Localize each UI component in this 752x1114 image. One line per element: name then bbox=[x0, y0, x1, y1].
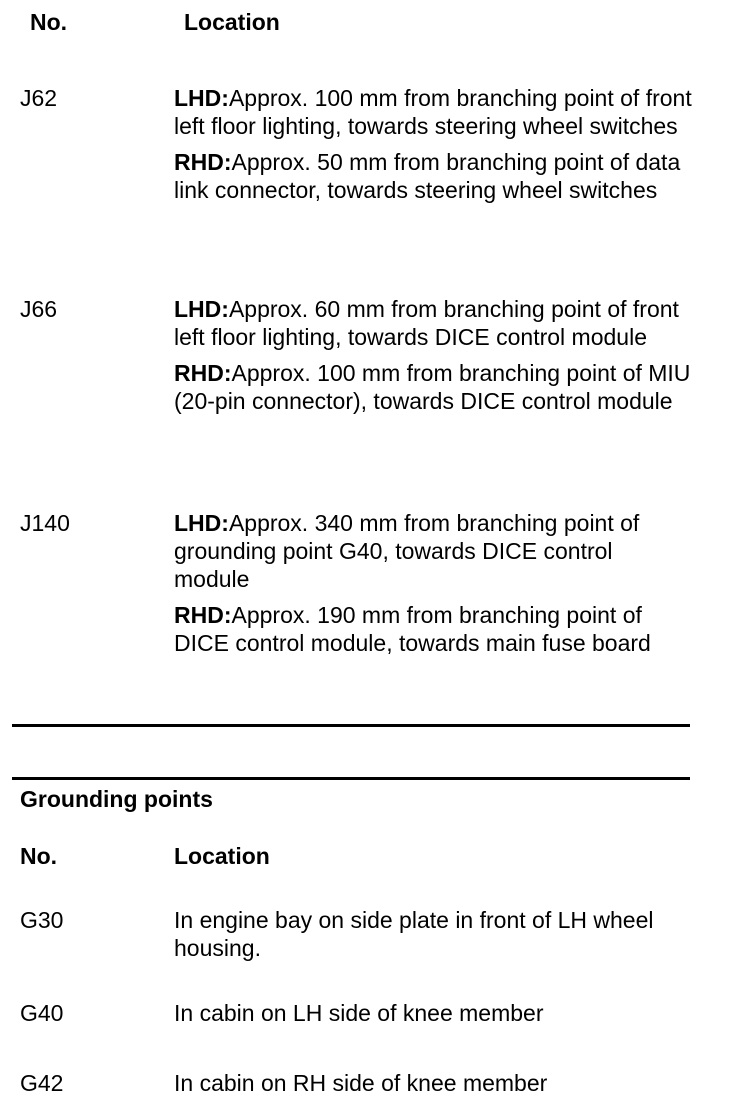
lhd-text: Approx. 100 mm from branching point of front left floor lighting, towards steering wheel switches bbox=[174, 85, 692, 139]
grounding-location: In cabin on LH side of knee member bbox=[174, 1000, 544, 1026]
column-header-no: No. bbox=[20, 843, 58, 869]
grounding-location: In cabin on RH side of knee member bbox=[174, 1070, 548, 1096]
junction-number: J140 bbox=[20, 510, 70, 536]
lhd-text: Approx. 340 mm from branching point of grounding point G40, towards DICE control module bbox=[174, 510, 640, 592]
rhd-entry bbox=[174, 601, 694, 657]
junction-location bbox=[174, 295, 704, 415]
column-header-location: Location bbox=[174, 843, 270, 869]
grounding-location: In engine bay on side plate in front of LH wheel housing. bbox=[174, 907, 654, 961]
rhd-label: RHD: bbox=[174, 602, 232, 628]
section-divider bbox=[12, 724, 690, 727]
lhd-label: LHD: bbox=[174, 85, 229, 111]
lhd-text: Approx. 60 mm from branching point of front left floor lighting, towards DICE control module bbox=[174, 296, 679, 350]
lhd-entry bbox=[174, 509, 694, 593]
junction-number: J66 bbox=[20, 296, 58, 322]
lhd-label: LHD: bbox=[174, 296, 229, 322]
lhd-entry bbox=[174, 84, 694, 140]
rhd-entry bbox=[174, 148, 699, 204]
rhd-label: RHD: bbox=[174, 360, 232, 386]
rhd-entry bbox=[174, 359, 694, 415]
rhd-text: Approx. 50 mm from branching point of data link connector, towards steering wheel switches bbox=[174, 149, 681, 203]
lhd-label: LHD: bbox=[174, 510, 229, 536]
lhd-entry bbox=[174, 295, 699, 351]
grounding-number: G42 bbox=[20, 1070, 64, 1096]
rhd-label: RHD: bbox=[174, 149, 232, 175]
column-header-no: No. bbox=[30, 9, 68, 35]
section-title: Grounding points bbox=[20, 786, 213, 812]
rhd-text: Approx. 190 mm from branching point of DICE control module, towards main fuse board bbox=[174, 602, 651, 656]
section-divider bbox=[12, 777, 690, 780]
grounding-number: G30 bbox=[20, 907, 64, 933]
rhd-text: Approx. 100 mm from branching point of MIU (20-pin connector), towards DICE control module bbox=[174, 360, 691, 414]
junction-number: J62 bbox=[20, 85, 58, 111]
junction-location bbox=[174, 509, 704, 657]
junction-location bbox=[174, 84, 704, 204]
column-header-location: Location bbox=[184, 9, 280, 35]
grounding-number: G40 bbox=[20, 1000, 64, 1026]
